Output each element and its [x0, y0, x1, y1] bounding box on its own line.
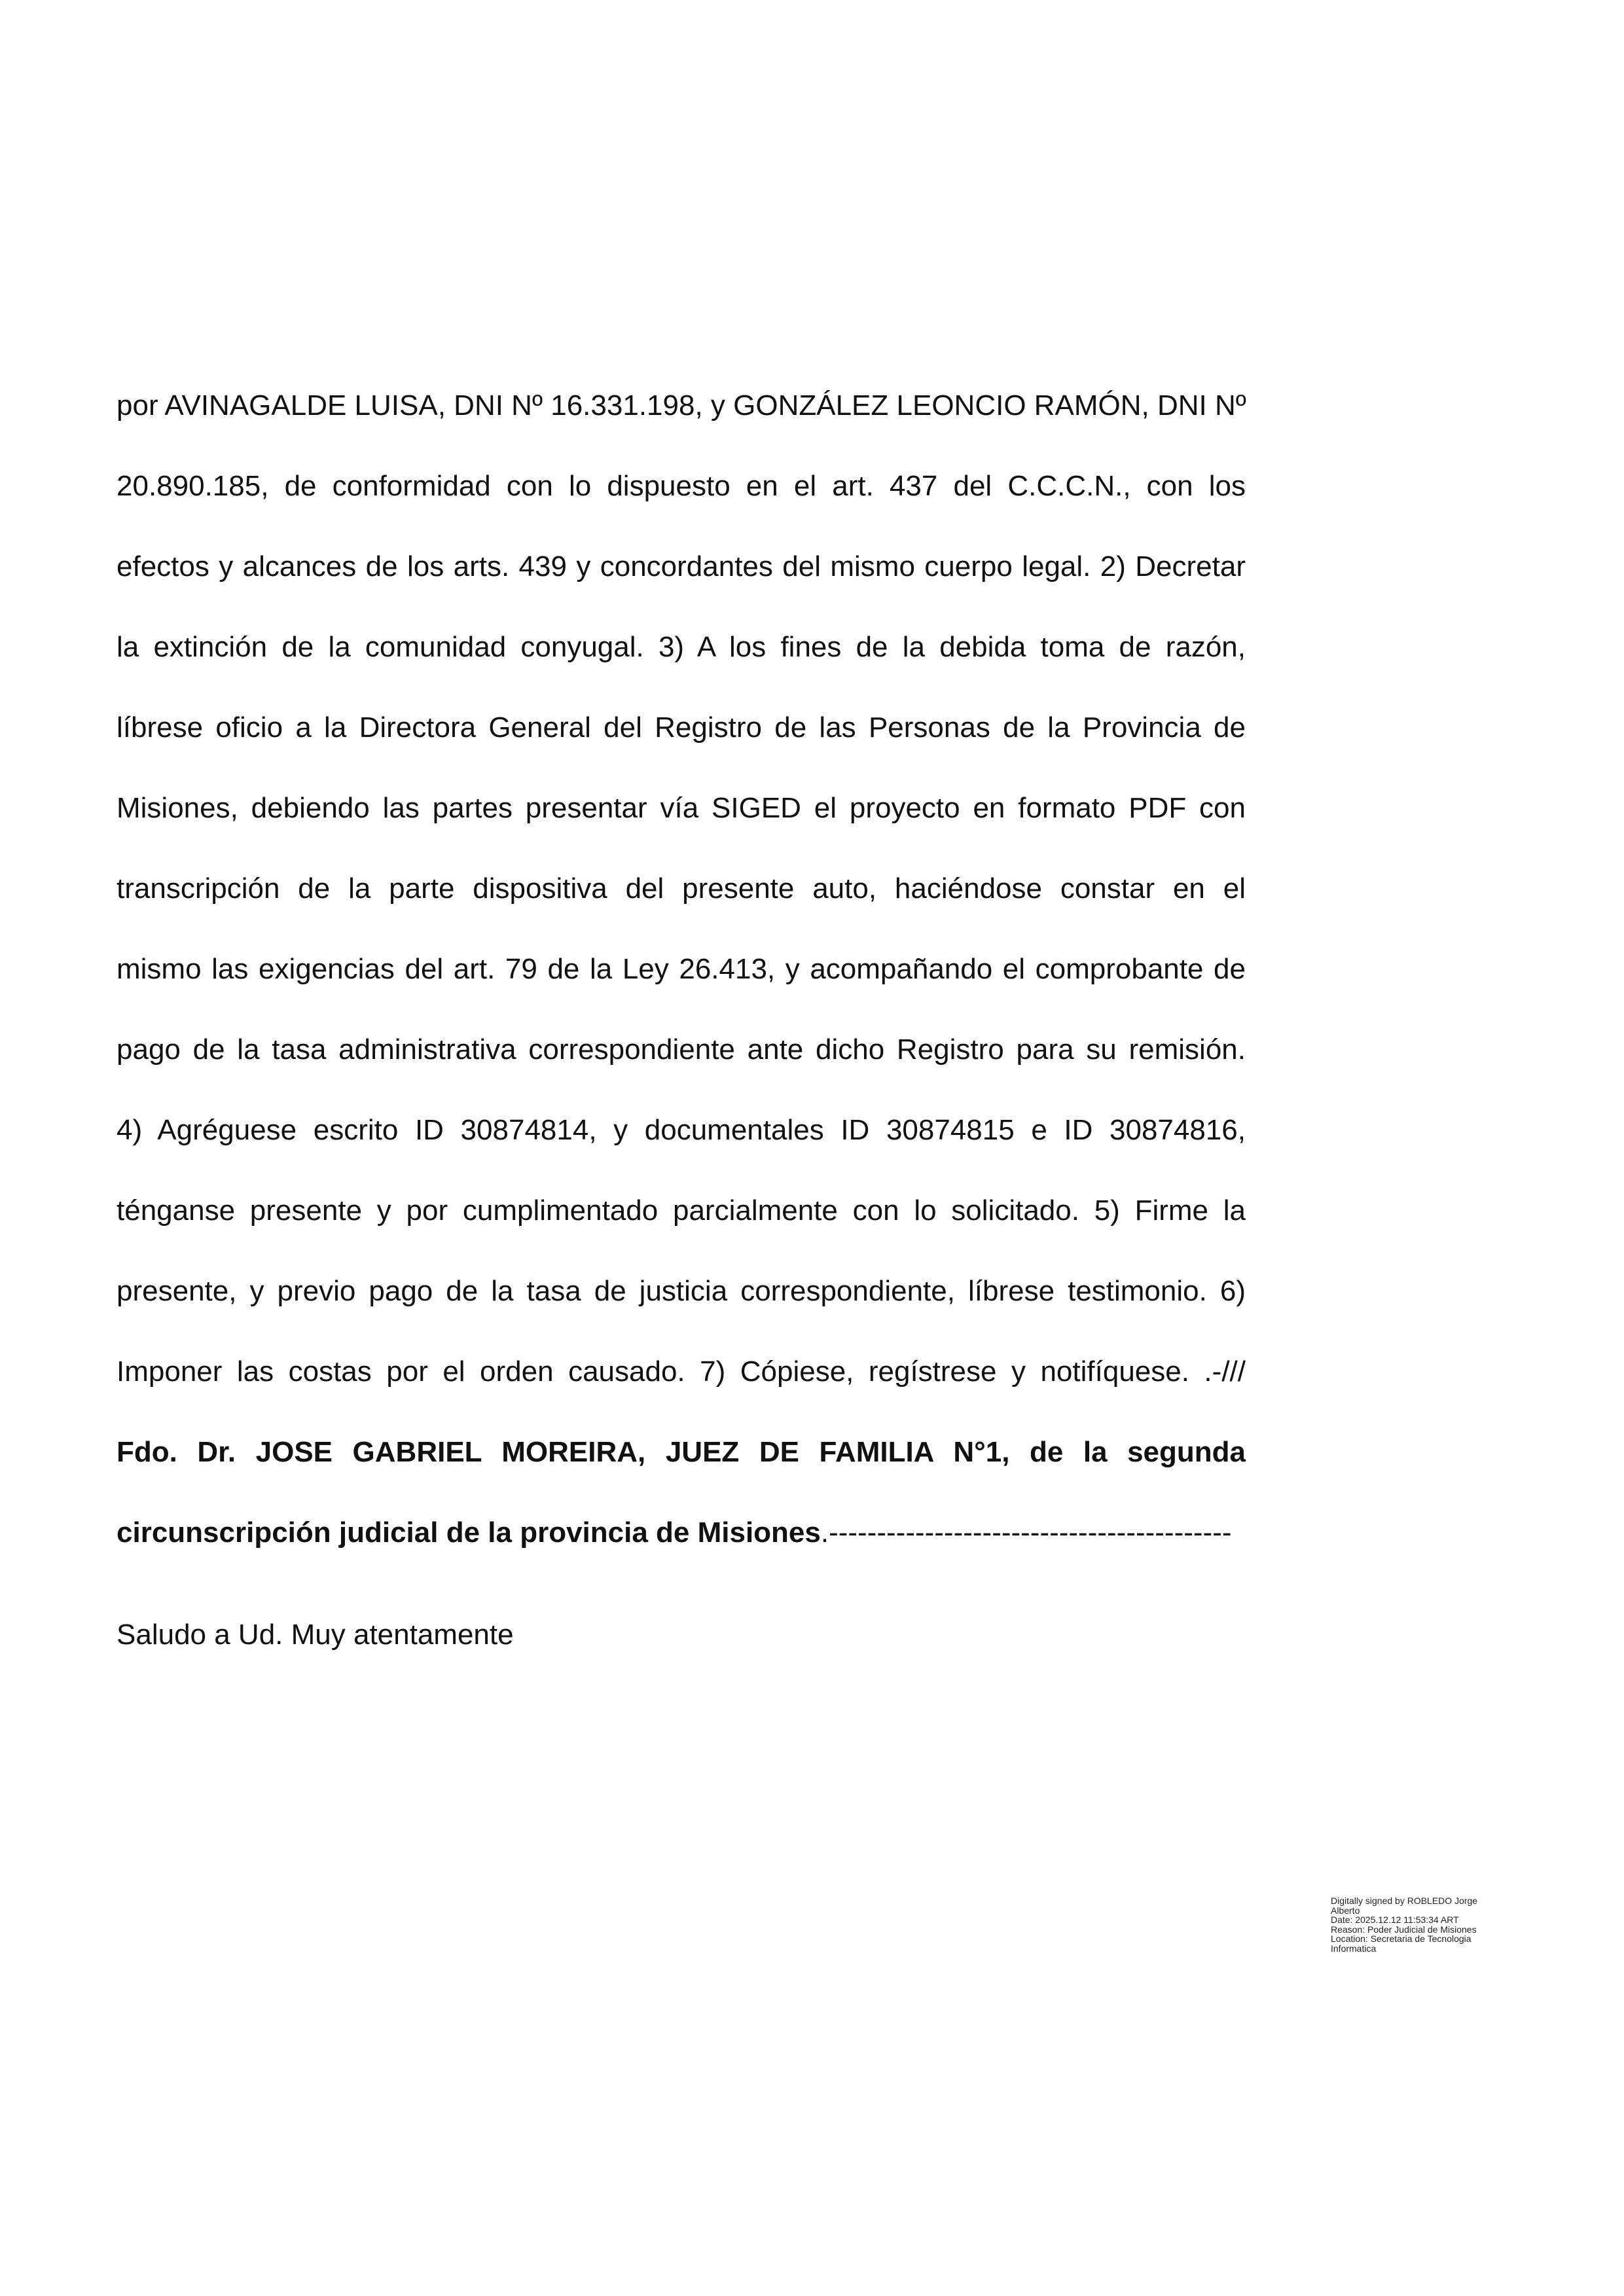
- signature-location-cont: Informatica: [1331, 1943, 1377, 1954]
- signature-signer-cont: Alberto: [1331, 1905, 1360, 1916]
- resolution-body: [117, 383, 1246, 1590]
- signature-location: Location: Secretaria de Tecnologia: [1331, 1933, 1471, 1944]
- paragraph-line: 20.890.185, de conformidad con lo dispuesto en el art. 437 del C.C.C.N., con los: [117, 470, 1246, 502]
- judge-signature-line-2: [117, 1510, 1246, 1590]
- paragraph-line: transcripción de la parte dispositiva del presente auto, haciéndose constar en el: [117, 872, 1246, 905]
- paragraph-line: mismo las exigencias del art. 79 de la Ley 26.413, y acompañando el comprobante de: [117, 953, 1246, 985]
- paragraph-line: por AVINAGALDE LUISA, DNI Nº 16.331.198, y GONZÁLEZ LEONCIO RAMÓN, DNI Nº: [117, 389, 1246, 422]
- digital-signature-stamp: [1331, 1896, 1547, 1953]
- signature-signer: Digitally signed by ROBLEDO Jorge: [1331, 1895, 1478, 1906]
- paragraph-line: Misiones, debiendo las partes presentar vía SIGED el proyecto en formato PDF con: [117, 792, 1246, 824]
- signature-reason: Reason: Poder Judicial de Misiones: [1331, 1924, 1477, 1935]
- paragraph-line: líbrese oficio a la Directora General del Registro de las Personas de la Provincia de: [117, 711, 1246, 744]
- paragraph-line: pago de la tasa administrativa correspondiente ante dicho Registro para su remisión.: [117, 1033, 1246, 1066]
- paragraph-line: efectos y alcances de los arts. 439 y concordantes del mismo cuerpo legal. 2) Decretar: [117, 550, 1246, 583]
- paragraph-line: Imponer las costas por el orden causado. 7) Cópiese, regístrese y notifíquese. .-///: [117, 1355, 1246, 1388]
- jurisdiction-text: circunscripción judicial de la provincia de Misiones: [117, 1516, 821, 1549]
- judge-signature-line: Fdo. Dr. JOSE GABRIEL MOREIRA, JUEZ DE FAMILIA N°1, de la segunda: [117, 1436, 1246, 1468]
- paragraph-line: presente, y previo pago de la tasa de justicia correspondiente, líbrese testimonio. 6): [117, 1275, 1246, 1307]
- dash-filler: .------------------------------------------: [820, 1516, 1232, 1549]
- signature-date: Date: 2025.12.12 11:53:34 ART: [1331, 1914, 1459, 1925]
- paragraph-line: ténganse presente y por cumplimentado parcialmente con lo solicitado. 5) Firme la: [117, 1194, 1246, 1227]
- closing-salutation: Saludo a Ud. Muy atentamente: [117, 1619, 514, 1651]
- paragraph-line: la extinción de la comunidad conyugal. 3) A los fines de la debida toma de razón,: [117, 631, 1246, 663]
- paragraph-line: 4) Agréguese escrito ID 30874814, y documentales ID 30874815 e ID 30874816,: [117, 1114, 1246, 1146]
